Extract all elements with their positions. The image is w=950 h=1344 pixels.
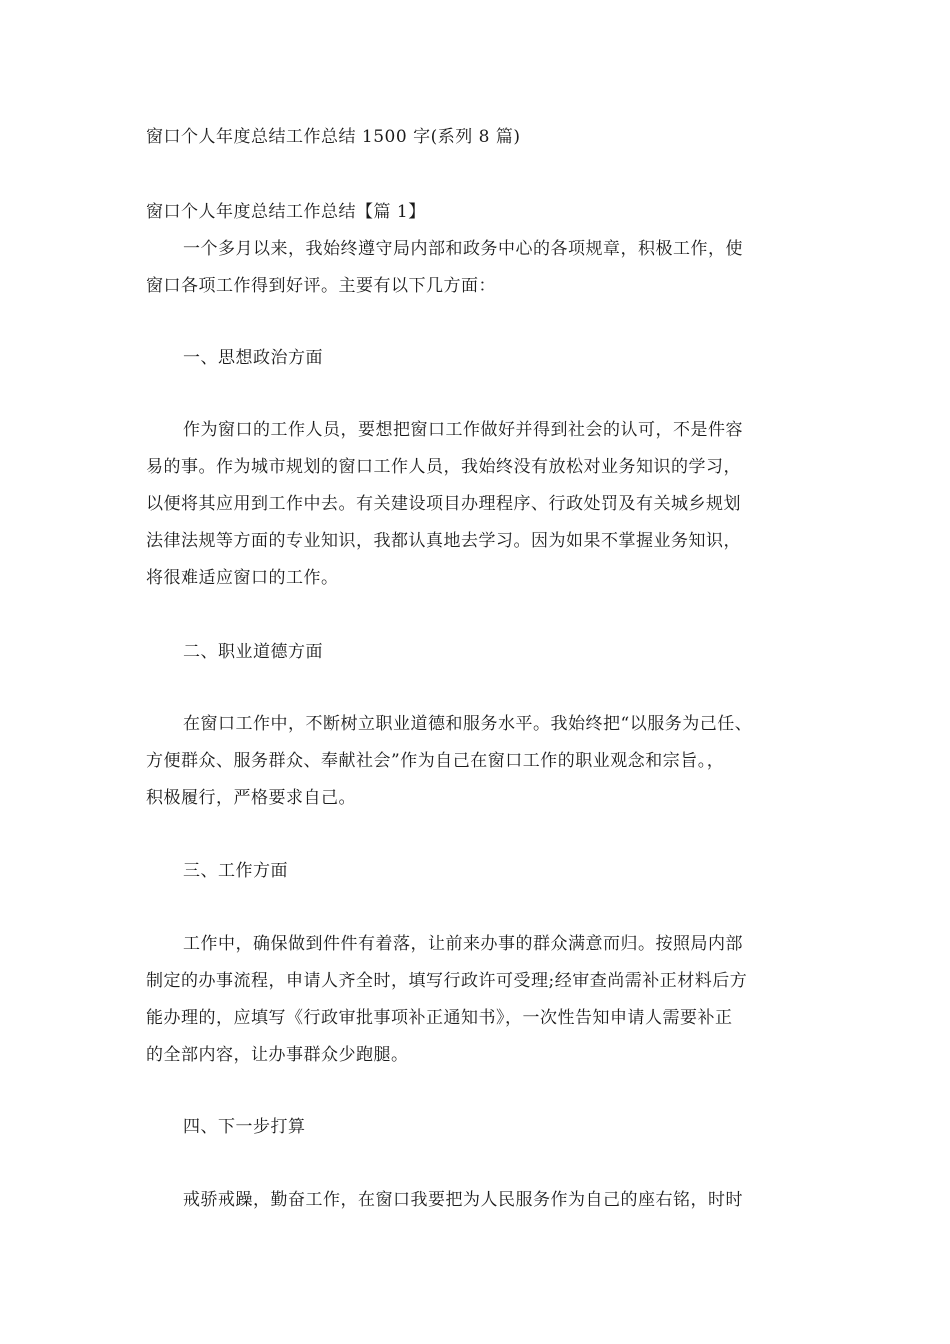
- paragraph-line: 以便将其应用到工作中去。有关建设项目办理程序、行政处罚及有关城乡规划: [146, 494, 741, 514]
- paragraph-line: 方便群众、服务群众、奉献社会”作为自己在窗口工作的职业观念和宗旨。，: [146, 751, 725, 771]
- paragraph-line: 将很难适应窗口的工作。: [146, 568, 339, 588]
- paragraph-line: 窗口各项工作得到好评。主要有以下几方面：: [146, 276, 496, 296]
- paragraph-line: 法律法规等方面的专业知识，我都认真地去学习。因为如果不掌握业务知识，: [146, 531, 741, 551]
- paragraph-line: 的全部内容，让办事群众少跑腿。: [146, 1045, 409, 1065]
- paragraph-line: 易的事。作为城市规划的窗口工作人员，我始终没有放松对业务知识的学习，: [146, 457, 741, 477]
- section-heading: 一、思想政治方面: [183, 348, 323, 368]
- section-heading: 四、下一步打算: [183, 1117, 306, 1137]
- section-heading: 三、工作方面: [183, 861, 288, 881]
- paragraph-line: 作为窗口的工作人员，要想把窗口工作做好并得到社会的认可，不是件容: [183, 420, 743, 440]
- document-title: 窗口个人年度总结工作总结 1500 字(系列 8 篇): [146, 127, 521, 147]
- paragraph-line: 一个多月以来，我始终遵守局内部和政务中心的各项规章，积极工作，使: [183, 239, 743, 259]
- paragraph-line: 工作中，确保做到件件有着落，让前来办事的群众满意而归。按照局内部: [183, 934, 743, 954]
- paragraph-line: 能办理的，应填写《行政审批事项补正通知书》，一次性告知申请人需要补正: [146, 1008, 733, 1028]
- paragraph-line: 积极履行，严格要求自己。: [146, 788, 356, 808]
- paragraph-line: 戒骄戒躁，勤奋工作，在窗口我要把为人民服务作为自己的座右铭，时时: [183, 1190, 743, 1210]
- section-heading: 二、职业道德方面: [183, 642, 323, 662]
- paragraph-line: 在窗口工作中，不断树立职业道德和服务水平。我始终把“以服务为己任、: [183, 714, 753, 734]
- article-subtitle: 窗口个人年度总结工作总结【篇 1】: [146, 202, 426, 222]
- paragraph-line: 制定的办事流程，申请人齐全时，填写行政许可受理;经审查尚需补正材料后方: [146, 971, 748, 991]
